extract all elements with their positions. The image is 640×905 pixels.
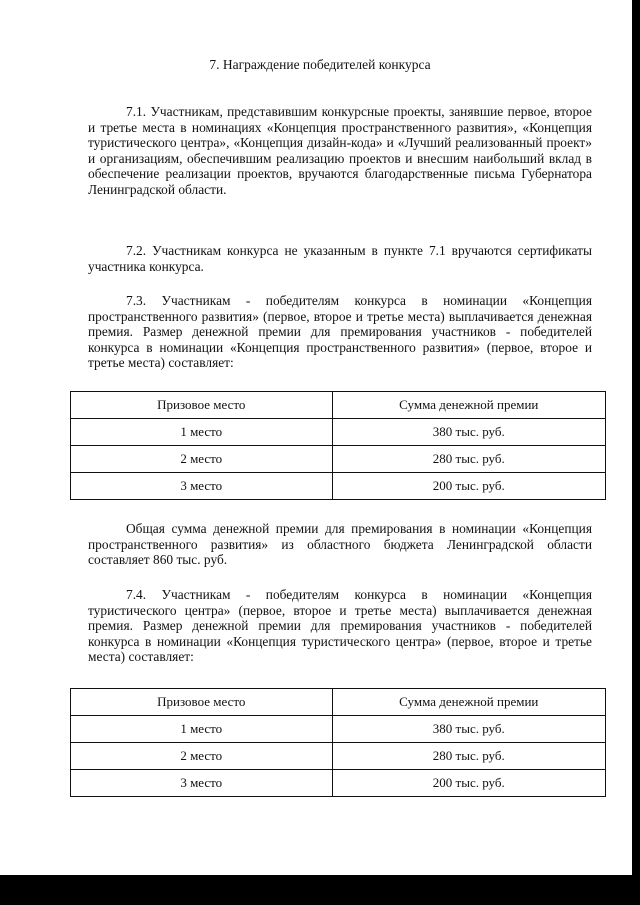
table-row (71, 770, 606, 797)
paragraph-7-4: 7.4. Участникам - победителям конкурса в номинации «Концепция туристического центра» (первое, второе и третье места) выплачивается денежная премия. Размер денежной премии для премирования участников - победителей конкурса в номинации «Концепция туристического центра» (первое, второе и третье места) составляет: (88, 587, 592, 665)
header-amount: Сумма денежной премии (332, 392, 605, 419)
paragraph-7-1: 7.1. Участникам, представившим конкурсные проекты, занявшие первое, второе и третье места в номинациях «Концепция пространственного развития», «Концепция туристического центра», «Концепция дизайн-кода» и «Лучший реализованный проект» и организациям, обеспечившим реализацию проектов и внесшим наибольший вклад в обеспечение реализации проектов, вручаются благодарственные письма Губернатора Ленинградской области. (88, 104, 592, 197)
header-amount: Сумма денежной премии (332, 689, 605, 716)
section-title: 7. Награждение победителей конкурса (209, 57, 431, 72)
paragraph-total: Общая сумма денежной премии для премирования в номинации «Концепция пространственного развития» из областного бюджета Ленинградской области составляет 860 тыс. руб. (88, 521, 592, 568)
table-row (71, 473, 606, 500)
prize-table-tourist (70, 688, 606, 797)
cell-amount: 200 тыс. руб. (332, 770, 605, 797)
scan-edge-bottom (0, 875, 640, 905)
header-place: Призовое место (71, 689, 333, 716)
table-row (71, 716, 606, 743)
table-row (71, 446, 606, 473)
cell-amount: 380 тыс. руб. (332, 419, 605, 446)
cell-amount: 200 тыс. руб. (332, 473, 605, 500)
cell-amount: 280 тыс. руб. (332, 446, 605, 473)
prize-table-spatial (70, 391, 606, 500)
paragraph-7-2: 7.2. Участникам конкурса не указанным в пункте 7.1 вручаются сертификаты участника конкурса. (88, 243, 592, 274)
paragraph-7-3: 7.3. Участникам - победителям конкурса в номинации «Концепция пространственного развития» (первое, второе и третье места) выплачивается денежная премия. Размер денежной премии для премирования участников - победителей конкурса в номинации «Концепция пространственного развития» (первое, второе и третье места) составляет: (88, 293, 592, 371)
scan-edge-right (632, 0, 640, 905)
header-place: Призовое место (71, 392, 333, 419)
cell-amount: 280 тыс. руб. (332, 743, 605, 770)
cell-place: 3 место (71, 473, 333, 500)
cell-place: 1 место (71, 419, 333, 446)
table-row (71, 419, 606, 446)
table-header-row (71, 689, 606, 716)
cell-place: 3 место (71, 770, 333, 797)
cell-place: 2 место (71, 446, 333, 473)
table-row (71, 743, 606, 770)
table-header-row (71, 392, 606, 419)
cell-place: 1 место (71, 716, 333, 743)
cell-place: 2 место (71, 743, 333, 770)
cell-amount: 380 тыс. руб. (332, 716, 605, 743)
